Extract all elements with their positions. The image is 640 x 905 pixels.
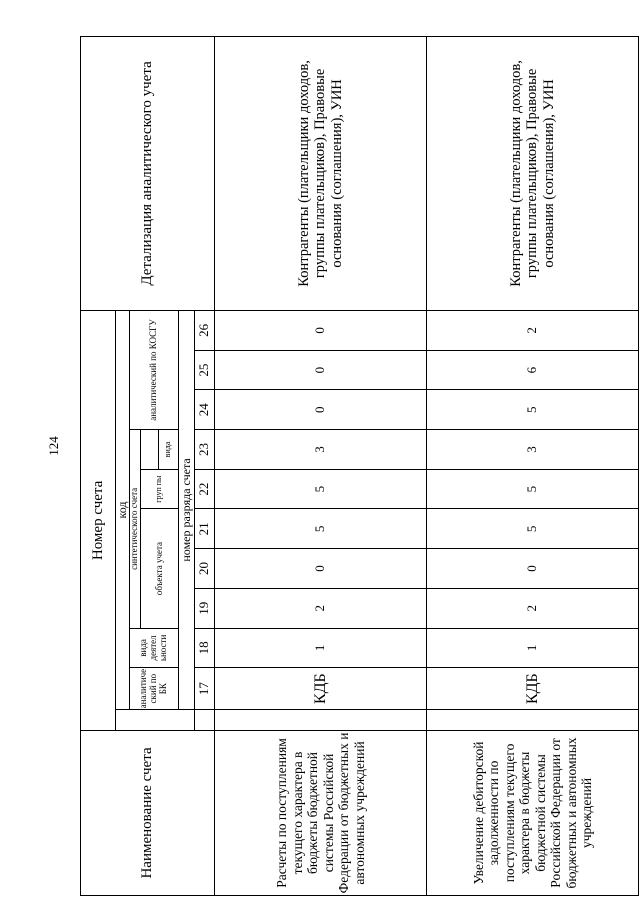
code-header: код — [116, 310, 130, 709]
cell-value: КДБ — [215, 668, 427, 710]
blank-cell — [195, 710, 215, 731]
cell-value: 3 — [215, 430, 427, 470]
table-row — [215, 37, 427, 896]
cell-value: 3 — [427, 430, 639, 470]
table-row — [427, 37, 639, 896]
account-name: Расчеты по поступлениям текущего характера в бюджеты бюджетной системы Российской Федерации от бюджетных и автономных учреждений — [215, 730, 427, 895]
cell-value: 5 — [427, 509, 639, 549]
object-header: объекта учета — [141, 509, 179, 628]
cell-value: КДБ — [427, 668, 639, 710]
account-name: Увеличение дебиторской задолженности по поступлениям текущего характера в бюджеты бюджетной системы Российской Федерации от бюджетных и автономных учреждений — [427, 730, 639, 895]
col-number: 21 — [195, 509, 215, 549]
blank-cell — [116, 710, 195, 731]
cell-value: 1 — [427, 628, 639, 668]
cell-value: 0 — [427, 549, 639, 589]
col-number: 26 — [195, 310, 215, 350]
group-header: груп пы — [141, 469, 179, 509]
col-number: 18 — [195, 628, 215, 668]
cell-value: 2 — [427, 310, 639, 350]
cell-value: 5 — [427, 469, 639, 509]
cell-value: 2 — [427, 588, 639, 628]
cell-value: 5 — [215, 469, 427, 509]
col-number: 20 — [195, 549, 215, 589]
activity-kind-header: вида деятел ьности — [130, 628, 179, 668]
rotated-table-container — [80, 36, 635, 896]
col-number: 22 — [195, 469, 215, 509]
bit-number-header: номер разряда счета — [179, 310, 195, 709]
cell-value: 0 — [215, 390, 427, 430]
col-number: 24 — [195, 390, 215, 430]
cell-value: 2 — [215, 588, 427, 628]
analytic-bk-header: аналитиче ский по БК — [130, 668, 179, 710]
cell-value: 5 — [215, 509, 427, 549]
col-number: 17 — [195, 668, 215, 710]
cell-value: 1 — [215, 628, 427, 668]
accounts-table — [80, 36, 639, 896]
account-number-header: Номер счета — [81, 310, 116, 730]
detail-text: Контрагенты (плательщики доходов, группы плательщиков), Правовые основания (соглашения), УИН — [427, 37, 639, 311]
col-number: 19 — [195, 588, 215, 628]
page-number: 124 — [46, 436, 61, 456]
col-number: 23 — [195, 430, 215, 470]
detail-text: Контрагенты (плательщики доходов, группы плательщиков), Правовые основания (соглашения), УИН — [215, 37, 427, 311]
kind-header: вида — [159, 430, 179, 470]
cell-value: 0 — [215, 350, 427, 390]
blank-cell — [427, 710, 639, 731]
cell-value: 5 — [427, 390, 639, 430]
cell-value: 0 — [215, 549, 427, 589]
synthetic-header: синтетического счета — [130, 430, 141, 628]
name-column-header: Наименование счета — [81, 730, 215, 895]
detail-column-header: Детализация аналитического учета — [81, 37, 215, 311]
col-number: 25 — [195, 350, 215, 390]
cell-value: 0 — [215, 310, 427, 350]
kosgu-header: аналитический по КОСГУ — [130, 310, 179, 429]
cell-value: 6 — [427, 350, 639, 390]
blank-cell — [215, 710, 427, 731]
blank-cell — [141, 430, 159, 470]
